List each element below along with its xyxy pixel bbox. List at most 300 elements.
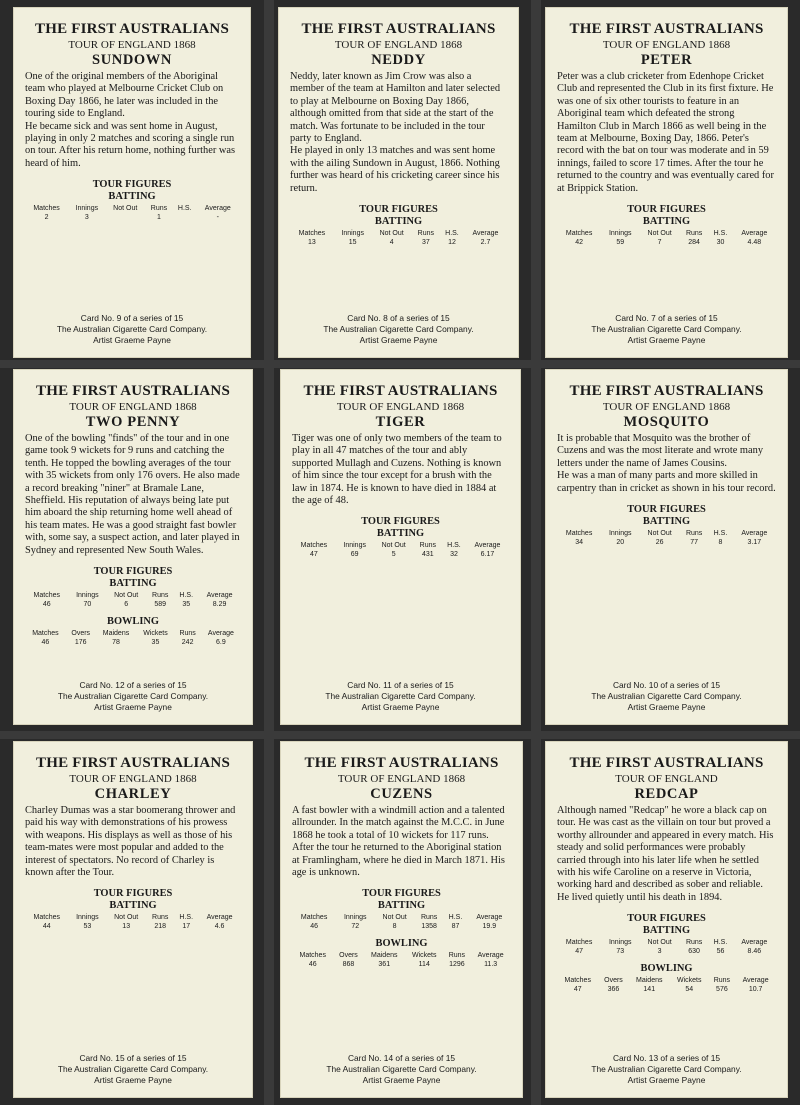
card-header <box>557 383 776 431</box>
batting-value: 7 <box>657 239 662 247</box>
batting-header-row <box>25 591 241 600</box>
batting-column-header: Not Out <box>647 230 672 238</box>
batting-column-header: H.S. <box>445 230 459 238</box>
bio-paragraph: One of the original members of the Aboriginal team who played at Melbourne Cricket Club on Boxing Day 1866, he later was included in the touring side to England. <box>25 71 224 120</box>
bowling-heading: BOWLING <box>375 938 428 950</box>
tour-subtitle: TOUR OF ENGLAND 1868 <box>602 401 731 413</box>
batting-column-header: H.S. <box>179 592 194 600</box>
batting-value: 3 <box>84 214 89 222</box>
bowling-value: 176 <box>74 639 87 647</box>
batting-column-header: Not Out <box>114 592 139 600</box>
bowling-value: 46 <box>41 639 50 647</box>
bowling-column-header: Runs <box>179 630 196 638</box>
batting-column-header: Innings <box>75 205 99 213</box>
batting-table <box>292 541 509 559</box>
card-header <box>557 755 776 803</box>
bowling-value: 54 <box>685 986 694 994</box>
series-title: THE FIRST AUSTRALIANS <box>569 383 764 399</box>
bowling-value: 361 <box>378 961 391 969</box>
bowling-values-row <box>557 985 776 994</box>
bowling-column-header: Maidens <box>636 977 663 985</box>
bowling-value: 868 <box>342 961 355 969</box>
batting-column-header: Runs <box>685 230 703 238</box>
bowling-column-header: Runs <box>713 977 731 985</box>
batting-column-header: Innings <box>608 939 632 947</box>
batting-heading: BATTING <box>642 516 691 528</box>
footer-line: Artist Graeme Payne <box>627 702 706 712</box>
card-footer <box>280 1053 523 1086</box>
footer-line: The Australian Cigarette Card Company. <box>325 691 476 701</box>
bowling-header-row <box>25 629 241 638</box>
batting-value: 73 <box>616 948 625 956</box>
tour-subtitle: TOUR OF ENGLAND 1868 <box>69 401 197 413</box>
footer-line: Card No. 12 of a series of 15 <box>79 680 187 690</box>
bio-paragraph: He became sick and was sent home in August, playing in only 2 matches and scoring a single run on tour. After his return home, nothing further was heard of him. <box>25 120 236 169</box>
batting-column-header: Not Out <box>647 939 672 947</box>
bowling-column-header: Wickets <box>143 630 168 638</box>
batting-value: 2.7 <box>480 239 491 247</box>
batting-column-header: Runs <box>152 592 169 600</box>
batting-values-row <box>25 922 241 931</box>
card-header <box>292 755 511 803</box>
batting-value: 46 <box>42 601 51 609</box>
player-name: REDCAP <box>634 786 699 802</box>
series-title: THE FIRST AUSTRALIANS <box>36 383 230 399</box>
player-card <box>545 369 788 725</box>
player-name: SUNDOWN <box>92 52 172 68</box>
bowling-value: 242 <box>181 639 194 647</box>
bowling-heading: BOWLING <box>640 963 693 975</box>
batting-column-header: Average <box>204 205 231 213</box>
bowling-column-header: Average <box>742 977 769 985</box>
card-header <box>557 21 776 69</box>
batting-value: 284 <box>688 239 700 247</box>
card-footer <box>545 680 788 713</box>
player-name: TWO PENNY <box>85 414 181 430</box>
batting-value: 26 <box>655 539 664 547</box>
batting-column-header: Matches <box>300 914 328 922</box>
batting-heading: BATTING <box>642 216 691 228</box>
series-title: THE FIRST AUSTRALIANS <box>35 21 229 37</box>
batting-header-row <box>292 913 511 922</box>
card-footer <box>545 313 788 346</box>
card-header <box>25 383 241 431</box>
card-header <box>290 21 507 69</box>
batting-value: 12 <box>448 239 456 247</box>
batting-table <box>292 913 511 931</box>
player-bio <box>557 805 776 904</box>
player-bio <box>25 805 241 879</box>
player-name: NEDDY <box>371 52 426 68</box>
bio-paragraph: He played in only 13 matches and was sent home with the ailing Sundown in August, 1866. Nothing further was heard of his cricketing career since his return. <box>290 145 500 194</box>
sheet-divider <box>531 0 541 1105</box>
batting-value: 59 <box>616 239 625 247</box>
batting-header-row <box>557 529 776 538</box>
bowling-column-header: Maidens <box>102 630 130 638</box>
batting-column-header: H.S. <box>179 914 194 922</box>
batting-heading: BATTING <box>374 216 423 228</box>
batting-column-header: Runs <box>685 530 703 538</box>
batting-value: 4 <box>389 239 394 247</box>
batting-column-header: Runs <box>150 205 168 213</box>
bio-paragraph: Although named "Redcap" he wore a black cap on tour. He was cast as the villain on tour but proved a worthy allrounder and appeared in every match. His steady and solid performances were probably carried through into his later life when he settled with his wife Caroline on a reserve in Victoria, working hard and described as sober and reliable. He lived quietly until his death in 1894. <box>557 805 774 903</box>
bowling-value: 576 <box>716 986 728 994</box>
bowling-value: 6.9 <box>216 639 226 647</box>
batting-table <box>290 229 507 247</box>
footer-line: Card No. 8 of a series of 15 <box>347 313 450 323</box>
batting-value: 630 <box>688 948 700 956</box>
bio-paragraph: After the tour he returned to the Aboriginal station at Framlingham, where he died in March 1871. His age is unknown. <box>292 842 505 879</box>
tour-figures-heading: TOUR FIGURES <box>359 204 438 216</box>
batting-value: 17 <box>182 923 191 931</box>
bio-paragraph: He was a man of many parts and more skilled in carpentry than in cricket as shown in his tour record. <box>557 470 776 494</box>
batting-value: 32 <box>450 551 458 559</box>
tour-figures-heading: TOUR FIGURES <box>92 179 172 191</box>
bowling-header-row <box>557 976 776 985</box>
bio-paragraph: Tiger was one of only two members of the team to play in all 47 matches of the tour and ably supported Mullagh and Cuzens. Nothing is known of him since the tour except for a brush with the law in 1874. He is known to have died in 1884 at the age of 48. <box>292 433 502 507</box>
card-header <box>292 383 509 431</box>
batting-header-row <box>292 541 509 550</box>
card-header <box>25 755 241 803</box>
bowling-table <box>25 629 241 647</box>
tour-subtitle: TOUR OF ENGLAND 1868 <box>68 39 196 51</box>
batting-value: 431 <box>422 551 434 559</box>
footer-line: The Australian Cigarette Card Company. <box>591 691 742 701</box>
bowling-column-header: Overs <box>339 952 358 960</box>
player-bio <box>557 71 776 195</box>
batting-values-row <box>557 538 776 547</box>
batting-header-row <box>557 938 776 947</box>
batting-column-header: Runs <box>420 914 438 922</box>
footer-line: Artist Graeme Payne <box>94 1075 172 1085</box>
batting-column-header: Not Out <box>114 914 139 922</box>
bowling-table <box>557 976 776 994</box>
batting-heading: BATTING <box>109 578 157 590</box>
tour-subtitle: TOUR OF ENGLAND 1868 <box>334 39 463 51</box>
player-card <box>545 7 788 358</box>
batting-column-header: Matches <box>565 230 593 238</box>
batting-header-row <box>557 229 776 238</box>
bowling-value: 1296 <box>449 961 465 969</box>
batting-value: 37 <box>421 239 430 247</box>
batting-column-header: H.S. <box>713 230 728 238</box>
batting-column-header: Average <box>206 914 233 922</box>
batting-values-row <box>290 238 507 247</box>
batting-column-header: Average <box>472 230 499 238</box>
batting-header-row <box>25 913 241 922</box>
batting-column-header: Not Out <box>113 205 138 213</box>
batting-value: 1 <box>157 214 161 222</box>
player-card <box>280 741 523 1098</box>
footer-line: Artist Graeme Payne <box>93 335 171 345</box>
batting-column-header: H.S. <box>713 530 728 538</box>
batting-value: 3.17 <box>747 539 762 547</box>
player-bio <box>25 71 239 170</box>
tour-figures-heading: TOUR FIGURES <box>627 204 706 216</box>
player-bio <box>290 71 507 195</box>
player-name: CUZENS <box>370 786 433 802</box>
batting-value: 6.17 <box>480 551 495 559</box>
bowling-column-header: Overs <box>71 630 91 638</box>
bowling-column-header: Wickets <box>412 952 437 960</box>
batting-column-header: Not Out <box>379 230 404 238</box>
footer-line: The Australian Cigarette Card Company. <box>591 324 742 334</box>
batting-column-header: Runs <box>685 939 703 947</box>
batting-value: 20 <box>616 539 625 547</box>
batting-value: 46 <box>310 923 318 931</box>
batting-value: 42 <box>575 239 583 247</box>
bowling-column-header: Maidens <box>371 952 398 960</box>
batting-column-header: Not Out <box>382 914 407 922</box>
batting-table <box>557 938 776 956</box>
batting-value: 72 <box>351 923 360 931</box>
batting-header-row <box>290 229 507 238</box>
batting-value <box>173 213 197 222</box>
batting-value: 69 <box>350 551 359 559</box>
batting-value: 87 <box>451 923 460 931</box>
batting-value: 8 <box>392 923 397 931</box>
batting-value: 44 <box>42 923 51 931</box>
bowling-column-header: Wickets <box>677 977 702 985</box>
series-title: THE FIRST AUSTRALIANS <box>301 21 496 37</box>
bowling-column-header: Matches <box>32 630 59 638</box>
batting-value: 56 <box>716 948 725 956</box>
bowling-value: 35 <box>151 639 160 647</box>
batting-column-header: H.S. <box>177 205 192 213</box>
tour-subtitle: TOUR OF ENGLAND 1868 <box>337 773 466 785</box>
batting-value: 2 <box>44 214 49 222</box>
batting-value: 19.9 <box>482 923 497 931</box>
tour-figures-heading: TOUR FIGURES <box>627 913 706 925</box>
batting-column-header: Not Out <box>381 542 406 550</box>
footer-line: Card No. 7 of a series of 15 <box>615 313 718 323</box>
series-title: THE FIRST AUSTRALIANS <box>569 21 764 37</box>
batting-value: - <box>216 214 219 222</box>
batting-heading: BATTING <box>108 191 156 203</box>
batting-table <box>25 204 239 222</box>
card-footer <box>545 1053 788 1086</box>
batting-value: 35 <box>182 601 191 609</box>
bowling-column-header: Average <box>477 952 504 960</box>
batting-column-header: Innings <box>76 592 99 600</box>
bowling-value: 10.7 <box>748 986 763 994</box>
footer-line: Artist Graeme Payne <box>361 702 440 712</box>
footer-line: The Australian Cigarette Card Company. <box>57 1064 209 1074</box>
batting-column-header: Average <box>741 230 768 238</box>
tour-figures-heading: TOUR FIGURES <box>93 566 173 578</box>
player-name: TIGER <box>375 414 426 430</box>
batting-column-header: Innings <box>76 914 99 922</box>
batting-column-header: Runs <box>152 914 169 922</box>
batting-column-header: Average <box>476 914 503 922</box>
footer-line: Card No. 11 of a series of 15 <box>347 680 454 690</box>
batting-value: 30 <box>716 239 725 247</box>
batting-value: 1358 <box>421 923 437 931</box>
footer-line: Card No. 14 of a series of 15 <box>347 1053 456 1063</box>
footer-line: Card No. 13 of a series of 15 <box>612 1053 721 1063</box>
player-card <box>13 369 253 725</box>
batting-value: 15 <box>348 239 357 247</box>
series-title: THE FIRST AUSTRALIANS <box>303 383 498 399</box>
series-title: THE FIRST AUSTRALIANS <box>569 755 764 771</box>
card-footer <box>13 313 251 346</box>
batting-table <box>557 229 776 247</box>
bowling-header-row <box>292 951 511 960</box>
batting-heading: BATTING <box>642 925 691 937</box>
card-header <box>25 21 239 69</box>
player-card <box>278 7 519 358</box>
batting-column-header: Innings <box>608 230 632 238</box>
tour-figures-heading: TOUR FIGURES <box>362 888 441 900</box>
bio-paragraph: Neddy, later known as Jim Crow was also a member of the team at Hamilton and later selected to play at Melbourne on Boxing Day 1866, although omitted from that side at the start of the match. Was fortunate to be included in the tour party to England. <box>290 71 501 145</box>
batting-value: 8.29 <box>212 601 227 609</box>
batting-value: 47 <box>309 551 318 559</box>
tour-subtitle: TOUR OF ENGLAND <box>615 773 718 785</box>
footer-line: The Australian Cigarette Card Company. <box>326 1064 477 1074</box>
footer-line: Card No. 10 of a series of 15 <box>612 680 721 690</box>
player-name: MOSQUITO <box>623 414 710 430</box>
batting-values-row <box>25 213 239 222</box>
batting-column-header: H.S. <box>713 939 728 947</box>
batting-heading: BATTING <box>376 528 425 540</box>
batting-column-header: Matches <box>298 230 326 238</box>
batting-value: 13 <box>307 239 316 247</box>
batting-value: 4.48 <box>747 239 762 247</box>
bowling-table <box>292 951 511 969</box>
footer-line: Artist Graeme Payne <box>359 335 438 345</box>
batting-table <box>25 591 241 609</box>
bowling-value: 114 <box>418 961 430 969</box>
batting-column-header: H.S. <box>448 914 463 922</box>
bio-paragraph: Peter was a club cricketer from Edenhope Cricket Club and represented the Club in its first fixture. He was one of six other tourists to feature in an Aboriginal team which defeated the strong Hamilton Club in March 1866 as well being in the team at Melbourne, Boxing Day, 1866. Peter's record with the bat on tour was moderate and in 59 innings, failed to score 17 times. After the tour he returned to the country and was eventually cared for at Brippick Station. <box>557 71 774 194</box>
batting-values-row <box>557 947 776 956</box>
player-card <box>13 741 253 1098</box>
card-footer <box>13 680 253 713</box>
batting-values-row <box>25 600 241 609</box>
bowling-value: 141 <box>643 986 656 994</box>
player-name: CHARLEY <box>94 786 172 802</box>
footer-line: Artist Graeme Payne <box>627 335 706 345</box>
batting-value: 53 <box>83 923 92 931</box>
bowling-column-header: Overs <box>604 977 623 985</box>
batting-values-row <box>292 550 509 559</box>
batting-value: 4.6 <box>214 923 225 931</box>
card-footer <box>13 1053 253 1086</box>
bowling-values-row <box>292 960 511 969</box>
tour-subtitle: TOUR OF ENGLAND 1868 <box>336 401 465 413</box>
batting-column-header: Matches <box>565 530 593 538</box>
batting-column-header: Matches <box>565 939 593 947</box>
batting-column-header: H.S. <box>447 542 461 550</box>
bowling-value: 11.3 <box>484 961 498 969</box>
bio-paragraph: A fast bowler with a windmill action and a talented allrounder. In the match against the M.C.C. in June 1868 he took a total of 10 wickets for 117 runs. <box>292 805 505 841</box>
player-card <box>280 369 521 725</box>
bowling-value: 46 <box>308 961 317 969</box>
batting-column-header: Runs <box>419 542 437 550</box>
tour-figures-heading: TOUR FIGURES <box>361 516 440 528</box>
footer-line: Card No. 15 of a series of 15 <box>79 1053 187 1063</box>
batting-heading: BATTING <box>377 900 426 912</box>
batting-column-header: Matches <box>300 542 328 550</box>
player-bio <box>557 433 776 495</box>
footer-line: The Australian Cigarette Card Company. <box>323 324 474 334</box>
batting-value: 13 <box>122 923 131 931</box>
batting-value: 589 <box>154 601 167 609</box>
sheet-divider <box>0 731 800 739</box>
bowling-value: 78 <box>112 639 120 647</box>
batting-value: 47 <box>575 948 583 956</box>
batting-column-header: Average <box>741 939 768 947</box>
batting-column-header: Innings <box>343 542 366 550</box>
batting-value: 5 <box>391 551 396 559</box>
batting-column-header: Innings <box>341 230 364 238</box>
card-footer <box>280 680 521 713</box>
player-bio <box>292 805 511 879</box>
footer-line: The Australian Cigarette Card Company. <box>56 324 208 334</box>
player-card <box>545 741 788 1098</box>
batting-value: 8 <box>718 539 723 547</box>
batting-value: 3 <box>657 948 662 956</box>
bowling-heading: BOWLING <box>107 616 159 628</box>
player-name: PETER <box>640 52 693 68</box>
batting-value <box>105 213 145 222</box>
sheet-divider <box>0 360 800 368</box>
footer-line: Artist Graeme Payne <box>94 702 172 712</box>
batting-column-header: Average <box>474 542 501 550</box>
batting-values-row <box>557 238 776 247</box>
footer-line: The Australian Cigarette Card Company. <box>591 1064 742 1074</box>
batting-column-header: Matches <box>33 592 61 600</box>
tour-figures-heading: TOUR FIGURES <box>93 888 173 900</box>
footer-line: Artist Graeme Payne <box>362 1075 441 1085</box>
player-card <box>13 7 251 358</box>
batting-value: 34 <box>575 539 583 547</box>
batting-values-row <box>292 922 511 931</box>
bio-paragraph: It is probable that Mosquito was the brother of Cuzens and was the most literate and wrote many letters under the name of James Cousins. <box>557 433 764 469</box>
batting-column-header: Innings <box>343 914 367 922</box>
footer-line: The Australian Cigarette Card Company. <box>57 691 209 701</box>
bowling-values-row <box>25 638 241 647</box>
batting-column-header: Runs <box>417 230 435 238</box>
batting-heading: BATTING <box>109 900 157 912</box>
batting-column-header: Matches <box>33 914 61 922</box>
bio-paragraph: Charley Dumas was a star boomerang thrower and paid his way with demonstrations of his prowess with weapons. His displays as well as those of his team-mates were most popular and added to the interest of spectators. No record of Charley is known after the Tour. <box>25 805 236 879</box>
tour-subtitle: TOUR OF ENGLAND 1868 <box>69 773 197 785</box>
card-footer <box>278 313 519 346</box>
batting-column-header: Not Out <box>647 530 672 538</box>
batting-table <box>557 529 776 547</box>
batting-value: 8.46 <box>747 948 762 956</box>
batting-column-header: Matches <box>33 205 60 213</box>
bowling-column-header: Matches <box>299 952 326 960</box>
bowling-value: 366 <box>607 986 620 994</box>
bowling-column-header: Average <box>207 630 234 638</box>
series-title: THE FIRST AUSTRALIANS <box>36 755 230 771</box>
footer-line: Artist Graeme Payne <box>627 1075 706 1085</box>
bio-paragraph: One of the bowling "finds" of the tour and in one game took 9 wickets for 9 runs and catching the tenth. He topped the bowling averages of the tour with 35 wickets from only 176 overs. He also made a record breaking "niner" at Bramale Lane, Sheffield. His reputation of always being late put him aboard the ship returning home well ahead of his team mates. He was a good straight fast bowler with, some say, a suspect action, and later played in Sydney and represented New South Wales. <box>25 433 240 556</box>
series-title: THE FIRST AUSTRALIANS <box>304 755 499 771</box>
batting-value: 6 <box>124 601 129 609</box>
player-bio <box>25 433 241 557</box>
batting-column-header: Average <box>741 530 768 538</box>
bowling-value: 47 <box>573 986 582 994</box>
batting-value: 77 <box>690 539 698 547</box>
batting-column-header: Average <box>206 592 233 600</box>
bowling-column-header: Runs <box>448 952 466 960</box>
footer-line: Card No. 9 of a series of 15 <box>80 313 184 323</box>
batting-table <box>25 913 241 931</box>
tour-subtitle: TOUR OF ENGLAND 1868 <box>602 39 731 51</box>
